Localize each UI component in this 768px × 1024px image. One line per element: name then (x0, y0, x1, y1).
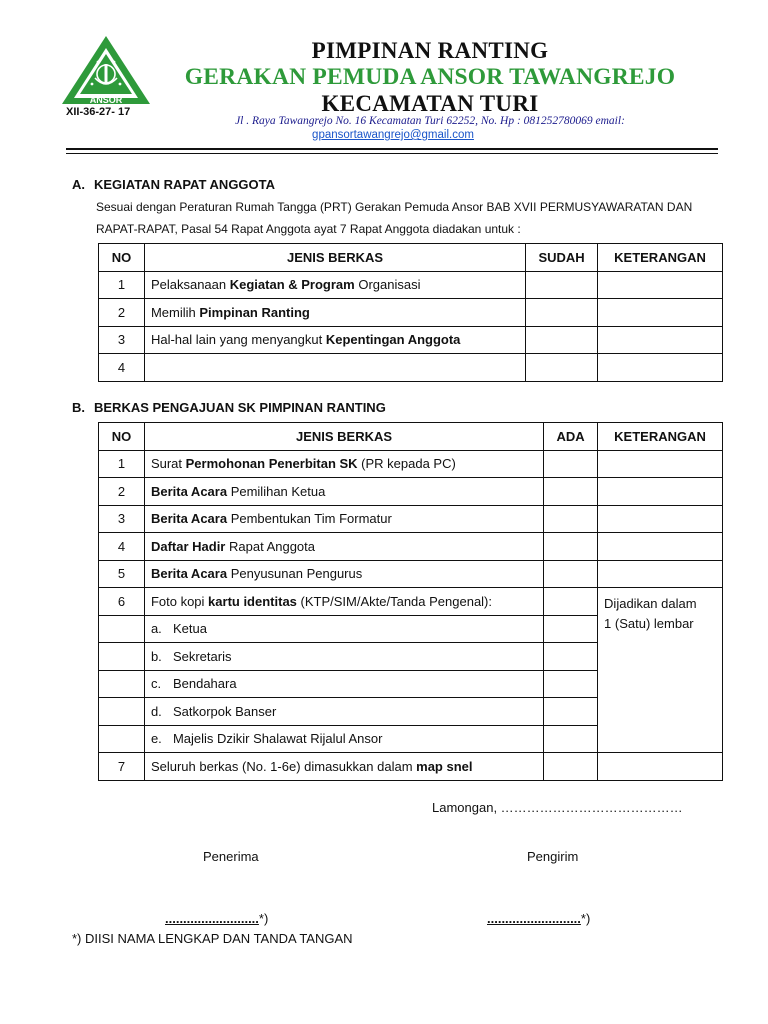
row-no: 3 (99, 326, 145, 354)
table-row (99, 354, 723, 382)
row-no: 5 (99, 560, 145, 588)
section-a-letter: A. (72, 177, 85, 192)
row-jenis-pre: Foto kopi (150, 593, 209, 609)
row-no: 3 (99, 505, 145, 533)
header-divider-thick (66, 148, 718, 150)
signature-penerima-dots: .......................... (165, 911, 259, 926)
row-jenis-post: Rapat Anggota (225, 538, 316, 554)
row-jenis (144, 753, 543, 781)
sub-row-text: Satkorpok Banser (172, 703, 277, 719)
signature-pengirim-dots: .......................... (487, 911, 581, 926)
row-no-empty (99, 725, 145, 753)
row-no: 6 (99, 588, 145, 616)
row-jenis-pre: Pelaksanaan (150, 277, 230, 293)
signature-pengirim (487, 911, 590, 926)
row-jenis-post: Organisasi (354, 277, 421, 293)
row-jenis (144, 299, 525, 327)
col-header-keterangan: KETERANGAN (598, 244, 723, 272)
table-row (99, 450, 723, 478)
ansor-logo (60, 34, 152, 106)
col-header-no: NO (99, 423, 145, 451)
org-district: KECAMATAN TURI (321, 91, 539, 116)
row-jenis-bold: Kegiatan & Program (229, 277, 355, 293)
table-row (99, 753, 723, 781)
row-no: 4 (99, 354, 145, 382)
row-jenis (144, 533, 543, 561)
header-divider-thin (66, 153, 718, 154)
table-section-a (98, 243, 723, 382)
org-name: GERAKAN PEMUDA ANSOR TAWANGREJO (184, 64, 676, 90)
penerima-label: Penerima (203, 849, 259, 864)
section-a-title (72, 177, 275, 192)
sub-row-jenis (144, 698, 543, 726)
table-row (99, 588, 723, 616)
section-a-intro-line2: RAPAT-RAPAT, Pasal 54 Rapat Anggota ayat 7 Rapat Anggota diadakan untuk : (96, 222, 521, 236)
org-address: Jl . Raya Tawangrejo No. 16 Kecamatan Turi 62252, No. Hp : 081252780069 email: (235, 115, 625, 127)
table-b-header-row (99, 423, 723, 451)
row-no: 1 (99, 450, 145, 478)
row-ada-cell[interactable] (544, 753, 598, 781)
row-ada-cell[interactable] (544, 505, 598, 533)
signature-penerima (165, 911, 268, 926)
sub-row-jenis (144, 670, 543, 698)
row-jenis-bold: map snel (416, 758, 473, 774)
row-sudah-cell[interactable] (526, 299, 598, 327)
table-row (99, 478, 723, 506)
table-row (99, 505, 723, 533)
section-b-title (72, 400, 386, 415)
row-keterangan-cell[interactable] (598, 478, 723, 506)
org-title: PIMPINAN RANTING (311, 38, 549, 63)
table-row (99, 326, 723, 354)
row-keterangan-cell[interactable] (598, 326, 723, 354)
row-jenis-post: (KTP/SIM/Akte/Tanda Pengenal): (296, 593, 493, 609)
row-sudah-cell[interactable] (526, 354, 598, 382)
row-ada-cell[interactable] (544, 643, 598, 671)
row-ada-cell[interactable] (544, 615, 598, 643)
row-jenis (144, 271, 525, 299)
table-row (99, 533, 723, 561)
row-jenis (144, 450, 543, 478)
place-date: Lamongan, …………………………………… (432, 800, 683, 815)
col-header-keterangan: KETERANGAN (598, 423, 723, 451)
sub-row-letter: d. (150, 703, 162, 719)
row-jenis (144, 588, 543, 616)
row-jenis-pre: Hal-hal lain yang menyangkut (150, 332, 326, 348)
row-no-empty (99, 670, 145, 698)
row-no-empty (99, 698, 145, 726)
signature-pengirim-asterisk: *) (580, 911, 591, 926)
logo-code: XII-36-27- 17 (66, 106, 131, 118)
section-b-letter: B. (72, 400, 85, 415)
row-keterangan-cell[interactable] (598, 505, 723, 533)
section-a-intro (96, 196, 726, 240)
row-jenis-bold: Daftar Hadir (150, 538, 226, 554)
row-jenis-pre: Memilih (150, 304, 200, 320)
row-sudah-cell[interactable] (526, 271, 598, 299)
sub-row-letter: a. (150, 621, 162, 637)
row-jenis-post: Pembentukan Tim Formatur (227, 511, 392, 527)
col-header-sudah: SUDAH (526, 244, 598, 272)
row-ada-cell[interactable] (544, 450, 598, 478)
row-jenis-bold: Berita Acara (150, 566, 228, 582)
row-jenis-bold: Kepentingan Anggota (325, 332, 461, 348)
row-keterangan-cell[interactable] (598, 354, 723, 382)
row-keterangan-cell[interactable] (598, 450, 723, 478)
row-jenis (144, 560, 543, 588)
row-jenis-empty[interactable] (144, 354, 525, 382)
row-sudah-cell[interactable] (526, 326, 598, 354)
row-keterangan-cell[interactable] (598, 533, 723, 561)
sub-row-text: Bendahara (172, 676, 237, 692)
row-keterangan-cell[interactable] (598, 560, 723, 588)
section-a-intro-line1: Sesuai dengan Peraturan Rumah Tangga (PRT) Gerakan Pemuda Ansor BAB XVII PERMUSYAWARATAN DAN (96, 200, 693, 214)
row-no: 2 (99, 478, 145, 506)
table-a-header-row (99, 244, 723, 272)
row-jenis-bold: Permohonan Penerbitan SK (185, 456, 358, 472)
row-jenis (144, 326, 525, 354)
col-header-jenis: JENIS BERKAS (144, 423, 543, 451)
table-row (99, 560, 723, 588)
sub-row-jenis (144, 725, 543, 753)
sub-row-letter: b. (150, 648, 162, 664)
row-no: 2 (99, 299, 145, 327)
row-jenis-pre: Seluruh berkas (No. 1-6e) dimasukkan dalam (150, 758, 417, 774)
row-ada-cell[interactable] (544, 588, 598, 616)
row-no-empty (99, 643, 145, 671)
sub-row-text: Ketua (172, 621, 207, 637)
sub-row-text: Sekretaris (172, 648, 232, 664)
row-keterangan-cell[interactable] (598, 753, 723, 781)
row-jenis (144, 505, 543, 533)
footnote: *) DIISI NAMA LENGKAP DAN TANDA TANGAN (72, 931, 353, 946)
row-keterangan-cell[interactable] (598, 299, 723, 327)
sub-row-letter: e. (150, 731, 162, 747)
col-header-ada: ADA (544, 423, 598, 451)
signature-penerima-asterisk: *) (258, 911, 269, 926)
col-header-jenis: JENIS BERKAS (144, 244, 525, 272)
pengirim-label: Pengirim (527, 849, 579, 864)
row-jenis-bold: Pimpinan Ranting (199, 304, 310, 320)
row-jenis-post: Pemilihan Ketua (227, 483, 326, 499)
logo-text: ANSOR (89, 95, 123, 105)
table-row (99, 271, 723, 299)
row-ada-cell[interactable] (544, 478, 598, 506)
row-jenis-bold: kartu identitas (208, 593, 297, 609)
sub-row-jenis (144, 615, 543, 643)
section-a-title-text: KEGIATAN RAPAT ANGGOTA (94, 177, 276, 192)
table-section-b (98, 422, 723, 781)
row-keterangan-cell[interactable] (598, 271, 723, 299)
row-no: 4 (99, 533, 145, 561)
row-no-empty (99, 615, 145, 643)
row-jenis-bold: Berita Acara (150, 511, 228, 527)
row-jenis-post: Penyusunan Pengurus (227, 566, 363, 582)
section-b-title-text: BERKAS PENGAJUAN SK PIMPINAN RANTING (94, 400, 386, 415)
row-6-keterangan-line2: 1 (Satu) lembar (604, 616, 694, 631)
org-email-link[interactable]: gpansortawangrejo@gmail.com (312, 129, 474, 141)
row-ada-cell[interactable] (544, 698, 598, 726)
table-row (99, 299, 723, 327)
row-6-keterangan-line1: Dijadikan dalam (604, 596, 697, 611)
row-jenis-post: (PR kepada PC) (357, 456, 456, 472)
sub-row-letter: c. (150, 676, 162, 692)
row-ada-cell[interactable] (544, 533, 598, 561)
row-jenis-pre: Surat (150, 456, 186, 472)
row-6-keterangan (598, 588, 723, 753)
row-no: 7 (99, 753, 145, 781)
row-jenis-bold: Berita Acara (150, 483, 228, 499)
row-ada-cell[interactable] (544, 560, 598, 588)
col-header-no: NO (99, 244, 145, 272)
row-ada-cell[interactable] (544, 725, 598, 753)
row-jenis (144, 478, 543, 506)
row-ada-cell[interactable] (544, 670, 598, 698)
row-no: 1 (99, 271, 145, 299)
sub-row-text: Majelis Dzikir Shalawat Rijalul Ansor (172, 731, 383, 747)
sub-row-jenis (144, 643, 543, 671)
